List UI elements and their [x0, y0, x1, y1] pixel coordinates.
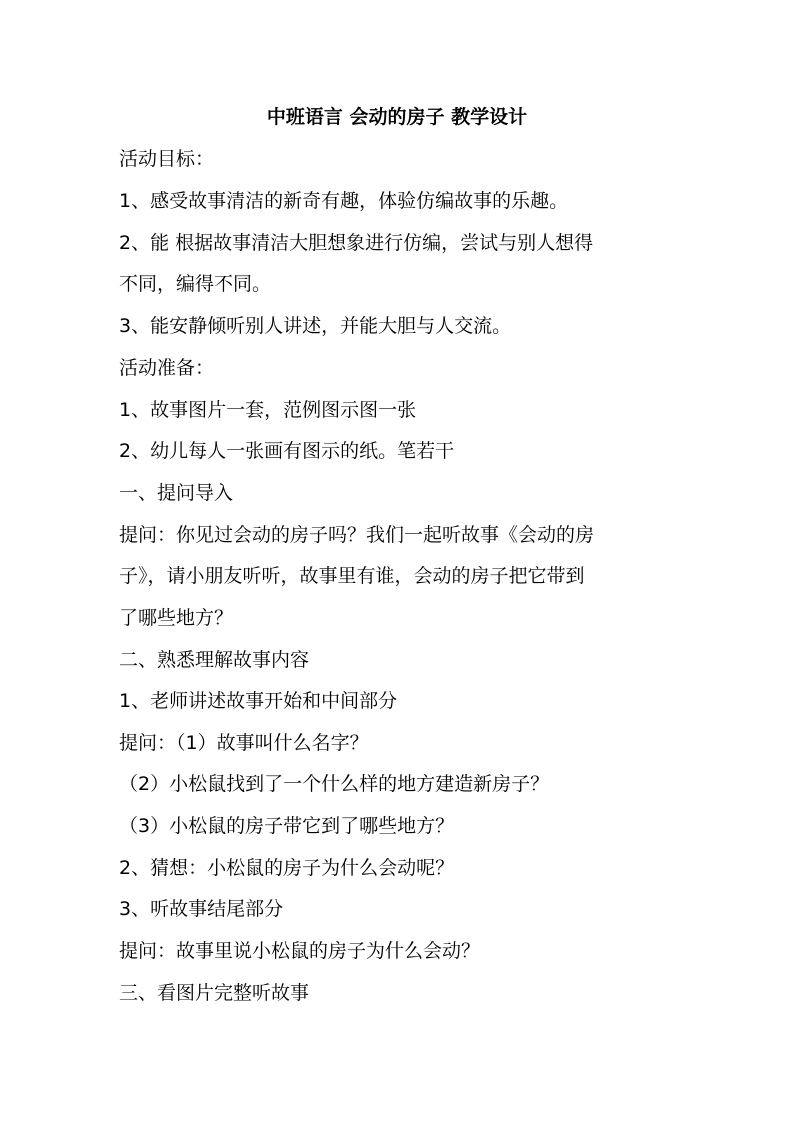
paragraph-line: 了哪些地方？: [119, 607, 234, 629]
paragraph-line: 1、感受故事清洁的新奇有趣，体验仿编故事的乐趣。: [119, 190, 569, 212]
paragraph-line: 1、故事图片一套，范例图示图一张: [119, 399, 417, 421]
document-title: 中班语言 会动的房子 教学设计: [266, 106, 528, 128]
paragraph-line: 子》，请小朋友听听，故事里有谁，会动的房子把它带到: [119, 565, 585, 587]
paragraph-line: 1、老师讲述故事开始和中间部分: [119, 690, 398, 712]
paragraph-line: 2、幼儿每人一张画有图示的纸。笔若干: [119, 440, 455, 462]
paragraph-line: 提问：（1）故事叫什么名字？: [119, 732, 369, 754]
paragraph-line: 2、能 根据故事清洁大胆想象进行仿编，尝试与别人想得: [119, 232, 594, 254]
section-heading-intro: 一、提问导入: [119, 482, 234, 504]
paragraph-line: 不同，编得不同。: [119, 273, 272, 295]
paragraph-line: （2）小松鼠找到了一个什么样的地方建造新房子？: [119, 773, 550, 795]
paragraph-line: 提问：你见过会动的房子吗？我们一起听故事《会动的房: [119, 524, 595, 546]
section-heading-understanding: 二、熟悉理解故事内容: [119, 649, 310, 671]
section-heading-goals: 活动目标：: [119, 148, 215, 170]
section-heading-full-story: 三、看图片完整听故事: [119, 982, 310, 1004]
section-heading-preparation: 活动准备：: [119, 357, 215, 379]
paragraph-line: 2、猜想：小松鼠的房子为什么会动呢？: [119, 857, 455, 879]
paragraph-line: （3）小松鼠的房子带它到了哪些地方？: [119, 815, 455, 837]
paragraph-line: 3、听故事结尾部分: [119, 898, 284, 920]
paragraph-line: 提问：故事里说小松鼠的房子为什么会动？: [119, 940, 481, 962]
paragraph-line: 3、能安静倾听别人讲述，并能大胆与人交流。: [119, 315, 512, 337]
